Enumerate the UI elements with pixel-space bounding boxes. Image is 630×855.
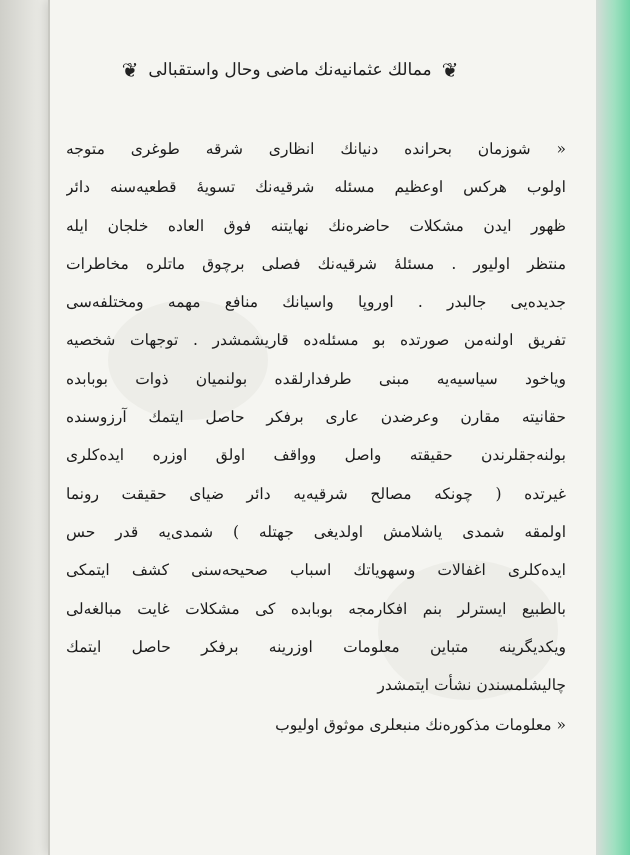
text-line: ایده‌كلری اغفالات وسهویاتك اسباب صحیحه‌سنی كشف ایتمكی xyxy=(66,561,566,580)
text-line: حقانیته مقارن وعرضدن عاری برفكر حاصل ایتمك آرزوسنده xyxy=(66,408,566,427)
paragraph-start-line: « معلومات مذكوره‌نك منبعلری موثوق اولیوب xyxy=(275,716,566,735)
text-line: منتظر اولیور . مسئلهٔ شرقیه‌نك فصلی برچوق ماتلره مخاطرات xyxy=(66,254,566,273)
ornament-left-icon: ❦ xyxy=(121,58,139,82)
text-line: اولوب هركس اوعظیم مسئله شرقیه‌نك تسویهٔ قطعیه‌سنه دائر xyxy=(66,178,566,197)
text-line: ویكدیگرینه متباین معلومات اوزرینه برفكر حاصل ایتمك xyxy=(66,637,566,656)
ornament-right-icon: ❦ xyxy=(441,58,459,82)
page-left-edge xyxy=(48,0,50,855)
text-line: اولمقه شمدی یاشلامش اولدیغی جهتله ) شمدی‌یه قدر حس xyxy=(66,522,566,541)
text-line: غیرتده ( چونكه مصالح شرقیه‌یه دائر ضیای حقیقت رونما xyxy=(66,484,566,503)
text-line-last: چالیشلمسندن نشأت ایتمشدر xyxy=(377,676,566,695)
text-line: ظهور ایدن مشكلات حاضره‌نك نهایتنه فوق العاده خلجان ایله xyxy=(66,216,566,235)
text-line: « شوزمان بحرانده دنیانك انظاری شرقه طوغری متوجه xyxy=(66,140,566,158)
text-line: جدیده‌یی جالبدر . اوروپا واسیانك منافع مهمه ومختلفه‌سی xyxy=(66,293,566,312)
text-line: بولنه‌جقلرندن حقیقته واصل وواقف اولق اوزره ایده‌كلری xyxy=(66,446,566,465)
page-right-edge xyxy=(596,0,630,855)
text-line: ویاخود سیاسیه‌یه مبنی طرفدارلقده بولنمیان ذوات بوبابده xyxy=(66,369,566,388)
text-line: بالطبیع ایسترلر بنم افكارمجه بوبابده كی مشكلات غایت مبالغه‌لی xyxy=(66,599,566,618)
page-title: ممالك عثمانیه‌نك ماضی وحال واستقبالی xyxy=(148,60,432,80)
text-line: تفریق اولنه‌من صورتده بو مسئله‌ده قاریشمشدر . توجهات شخصیه xyxy=(66,331,566,350)
body-text xyxy=(66,130,566,745)
page-header xyxy=(100,50,480,90)
